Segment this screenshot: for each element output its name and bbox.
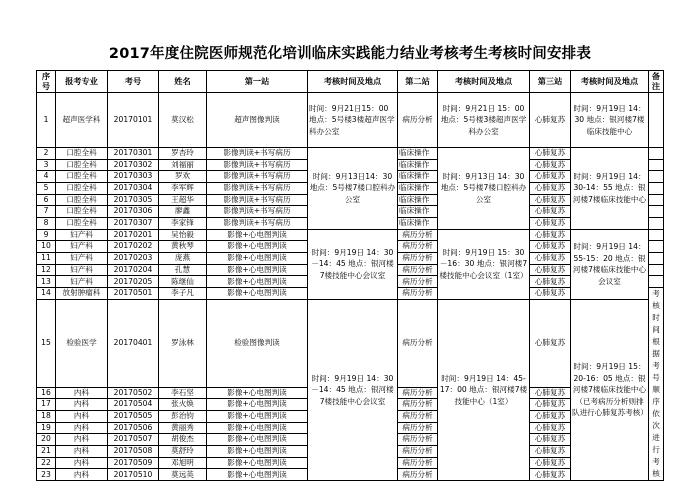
row-number: 19 bbox=[37, 422, 56, 434]
station3-cell: 心肺复苏 bbox=[530, 171, 571, 183]
station1-cell: 影像判读+书写病历 bbox=[207, 171, 308, 183]
major-cell: 妇产科 bbox=[56, 276, 108, 288]
row-number: 2 bbox=[37, 147, 56, 159]
header-cell: 第一站 bbox=[207, 71, 308, 93]
table-row bbox=[37, 92, 664, 147]
station2-cell: 病历分析 bbox=[398, 410, 438, 422]
station2-cell: 临床操作 bbox=[398, 194, 438, 206]
major-cell: 口腔全科 bbox=[56, 159, 108, 171]
header-row bbox=[37, 71, 664, 93]
row-number: 15 bbox=[37, 299, 56, 387]
note-cell bbox=[649, 253, 664, 265]
station3-cell: 心肺复苏 bbox=[530, 457, 571, 469]
exam-id-cell: 20170303 bbox=[108, 171, 159, 183]
name-cell: 廖鑫 bbox=[159, 206, 207, 218]
station2-cell: 病历分析 bbox=[398, 276, 438, 288]
major-cell: 内科 bbox=[56, 434, 108, 446]
header-cell: 序号 bbox=[37, 71, 56, 93]
station2-cell: 病历分析 bbox=[398, 288, 438, 300]
header-cell: 考号 bbox=[108, 71, 159, 93]
major-cell: 检验医学 bbox=[56, 299, 108, 387]
exam-id-cell: 20170508 bbox=[108, 446, 159, 458]
exam-id-cell: 20170510 bbox=[108, 469, 159, 481]
exam-id-cell: 20170501 bbox=[108, 288, 159, 300]
station3-cell: 心肺复苏 bbox=[530, 387, 571, 399]
station3-cell: 心肺复苏 bbox=[530, 399, 571, 411]
row-number: 22 bbox=[37, 457, 56, 469]
station1-time-cell: 时间：9月21日15：00 地点：5号楼3楼超声医学科办公室 bbox=[308, 92, 398, 147]
row-number: 3 bbox=[37, 159, 56, 171]
major-cell: 妇产科 bbox=[56, 264, 108, 276]
station3-cell: 心肺复苏 bbox=[530, 182, 571, 194]
station2-cell: 临床操作 bbox=[398, 159, 438, 171]
exam-id-cell: 20170302 bbox=[108, 159, 159, 171]
name-cell: 莫汉松 bbox=[159, 92, 207, 147]
major-cell: 口腔全科 bbox=[56, 182, 108, 194]
station1-cell: 影像判读+书写病历 bbox=[207, 182, 308, 194]
station2-cell: 病历分析 bbox=[398, 299, 438, 387]
name-cell: 孔慧 bbox=[159, 264, 207, 276]
header-cell: 考核时间及地点 bbox=[438, 71, 530, 93]
station1-cell: 影像+心电图判读 bbox=[207, 288, 308, 300]
station2-cell: 临床操作 bbox=[398, 182, 438, 194]
name-cell: 彭治钧 bbox=[159, 410, 207, 422]
exam-id-cell: 20170101 bbox=[108, 92, 159, 147]
station2-time-cell: 时间：9月13日 14：30 地点：5号楼7楼口腔科办公室 bbox=[438, 147, 530, 229]
row-number: 11 bbox=[37, 253, 56, 265]
name-cell: 胡俊杰 bbox=[159, 434, 207, 446]
station1-cell: 影像+心电图判读 bbox=[207, 469, 308, 481]
exam-id-cell: 20170204 bbox=[108, 264, 159, 276]
station2-cell: 病历分析 bbox=[398, 399, 438, 411]
name-cell: 邓旭明 bbox=[159, 457, 207, 469]
station3-cell: 心肺复苏 bbox=[530, 264, 571, 276]
note-cell bbox=[649, 159, 664, 171]
row-number: 18 bbox=[37, 410, 56, 422]
station3-cell: 心肺复苏 bbox=[530, 206, 571, 218]
station1-cell: 影像判读+书写病历 bbox=[207, 206, 308, 218]
name-cell: 刘福丽 bbox=[159, 159, 207, 171]
name-cell: 莫远英 bbox=[159, 469, 207, 481]
station3-cell: 心肺复苏 bbox=[530, 469, 571, 481]
exam-id-cell: 20170502 bbox=[108, 387, 159, 399]
station3-time-cell: 时间：9月19日 14：55-15：20 地点：银河楼7楼临床技能中心会议室 bbox=[571, 229, 649, 299]
station1-cell: 影像+心电图判读 bbox=[207, 399, 308, 411]
station2-time-cell: 时间：9月21日 15：00 地点：5号楼3楼超声医学科办公室 bbox=[438, 92, 530, 147]
station1-cell: 影像+心电图判读 bbox=[207, 264, 308, 276]
exam-id-cell: 20170203 bbox=[108, 253, 159, 265]
station2-cell: 病历分析 bbox=[398, 229, 438, 241]
station3-cell: 心肺复苏 bbox=[530, 92, 571, 147]
station1-time-cell: 时间：9月19日 14：30－14：45 地点：银河楼7楼技能中心会议室 bbox=[308, 229, 398, 299]
major-cell: 内科 bbox=[56, 469, 108, 481]
station3-cell: 心肺复苏 bbox=[530, 434, 571, 446]
station1-cell: 影像判读+书写病历 bbox=[207, 217, 308, 229]
station1-cell: 影像+心电图判读 bbox=[207, 434, 308, 446]
note-cell bbox=[649, 206, 664, 218]
station2-time-cell: 时间：9月19日 14：45-17：00 地点：银河楼7楼技能中心（1室） bbox=[438, 299, 530, 480]
row-number: 4 bbox=[37, 171, 56, 183]
note-cell bbox=[649, 264, 664, 276]
header-cell: 报考专业 bbox=[56, 71, 108, 93]
major-cell: 妇产科 bbox=[56, 241, 108, 253]
note-cell bbox=[649, 171, 664, 183]
station3-cell: 心肺复苏 bbox=[530, 217, 571, 229]
row-number: 10 bbox=[37, 241, 56, 253]
major-cell: 超声医学科 bbox=[56, 92, 108, 147]
station1-cell: 影像+心电图判读 bbox=[207, 422, 308, 434]
station1-cell: 影像判读+书写病历 bbox=[207, 194, 308, 206]
name-cell: 黄丽秀 bbox=[159, 422, 207, 434]
header-cell: 姓名 bbox=[159, 71, 207, 93]
station3-time-cell: 时间：9月19日 15：20-16：05 地点：银河楼7楼临床技能中心（已考病历分析则排队进行心肺复苏考核） bbox=[571, 299, 649, 480]
station1-time-cell: 时间：9月13日14：30 地点：5号楼7楼口腔科办公室 bbox=[308, 147, 398, 229]
name-cell: 吴怡毅 bbox=[159, 229, 207, 241]
note-cell bbox=[649, 182, 664, 194]
station2-cell: 病历分析 bbox=[398, 446, 438, 458]
note-cell bbox=[649, 147, 664, 159]
name-cell: 王超华 bbox=[159, 194, 207, 206]
page-title: 2017年度住院医师规范化培训临床实践能力结业考核考生考核时间安排表 bbox=[108, 46, 592, 62]
major-cell: 内科 bbox=[56, 410, 108, 422]
exam-id-cell: 20170301 bbox=[108, 147, 159, 159]
major-cell: 妇产科 bbox=[56, 253, 108, 265]
header-cell: 第三站 bbox=[530, 71, 571, 93]
exam-id-cell: 20170504 bbox=[108, 399, 159, 411]
row-number: 7 bbox=[37, 206, 56, 218]
row-number: 20 bbox=[37, 434, 56, 446]
row-number: 1 bbox=[37, 92, 56, 147]
row-number: 6 bbox=[37, 194, 56, 206]
major-cell: 妇产科 bbox=[56, 229, 108, 241]
name-cell: 罗杏玲 bbox=[159, 147, 207, 159]
note-cell bbox=[649, 217, 664, 229]
station2-cell: 病历分析 bbox=[398, 457, 438, 469]
exam-id-cell: 20170304 bbox=[108, 182, 159, 194]
station3-cell: 心肺复苏 bbox=[530, 229, 571, 241]
exam-id-cell: 20170306 bbox=[108, 206, 159, 218]
station1-cell: 影像+心电图判读 bbox=[207, 276, 308, 288]
row-number: 8 bbox=[37, 217, 56, 229]
row-number: 23 bbox=[37, 469, 56, 481]
station2-cell: 临床操作 bbox=[398, 147, 438, 159]
row-number: 12 bbox=[37, 264, 56, 276]
station3-cell: 心肺复苏 bbox=[530, 159, 571, 171]
station3-cell: 心肺复苏 bbox=[530, 147, 571, 159]
exam-id-cell: 20170201 bbox=[108, 229, 159, 241]
name-cell: 李家锋 bbox=[159, 217, 207, 229]
exam-id-cell: 20170205 bbox=[108, 276, 159, 288]
station2-cell: 病历分析 bbox=[398, 253, 438, 265]
station3-time-cell: 时间：9月19日 14：30 地点：银河楼7楼临床技能中心 bbox=[571, 92, 649, 147]
station2-cell: 临床操作 bbox=[398, 171, 438, 183]
station1-cell: 影像+心电图判读 bbox=[207, 229, 308, 241]
exam-id-cell: 20170305 bbox=[108, 194, 159, 206]
table-row bbox=[37, 229, 664, 241]
station3-cell: 心肺复苏 bbox=[530, 446, 571, 458]
major-cell: 放射肿瘤科 bbox=[56, 288, 108, 300]
station3-cell: 心肺复苏 bbox=[530, 194, 571, 206]
station2-cell: 病历分析 bbox=[398, 92, 438, 147]
exam-id-cell: 20170507 bbox=[108, 434, 159, 446]
exam-id-cell: 20170401 bbox=[108, 299, 159, 387]
note-cell: 考核时间根据考号顺序依次进行考核 bbox=[649, 288, 664, 481]
station2-cell: 病历分析 bbox=[398, 241, 438, 253]
major-cell: 口腔全科 bbox=[56, 171, 108, 183]
station2-cell: 病历分析 bbox=[398, 387, 438, 399]
header-cell: 考核时间及地点 bbox=[571, 71, 649, 93]
name-cell: 李石坚 bbox=[159, 387, 207, 399]
row-number: 14 bbox=[37, 288, 56, 300]
row-number: 21 bbox=[37, 446, 56, 458]
station2-cell: 病历分析 bbox=[398, 422, 438, 434]
row-number: 5 bbox=[37, 182, 56, 194]
table-row bbox=[37, 147, 664, 159]
name-cell: 李子凡 bbox=[159, 288, 207, 300]
row-number: 9 bbox=[37, 229, 56, 241]
station1-cell: 影像+心电图判读 bbox=[207, 241, 308, 253]
header-cell: 考核时间及地点 bbox=[308, 71, 398, 93]
exam-id-cell: 20170307 bbox=[108, 217, 159, 229]
note-cell bbox=[649, 229, 664, 241]
note-cell bbox=[649, 241, 664, 253]
name-cell: 李军辉 bbox=[159, 182, 207, 194]
note-cell bbox=[649, 92, 664, 147]
station1-time-cell: 时间：9月19日 14：30－14：45 地点：银河楼7楼技能中心会议室 bbox=[308, 299, 398, 480]
table-row bbox=[37, 299, 664, 387]
name-cell: 张火焕 bbox=[159, 399, 207, 411]
major-cell: 口腔全科 bbox=[56, 206, 108, 218]
row-number: 16 bbox=[37, 387, 56, 399]
exam-id-cell: 20170505 bbox=[108, 410, 159, 422]
major-cell: 内科 bbox=[56, 446, 108, 458]
major-cell: 内科 bbox=[56, 399, 108, 411]
row-number: 13 bbox=[37, 276, 56, 288]
station2-cell: 病历分析 bbox=[398, 434, 438, 446]
row-number: 17 bbox=[37, 399, 56, 411]
station3-cell: 心肺复苏 bbox=[530, 253, 571, 265]
station1-cell: 影像+心电图判读 bbox=[207, 387, 308, 399]
station1-cell: 检验图像判读 bbox=[207, 299, 308, 387]
station3-cell: 心肺复苏 bbox=[530, 276, 571, 288]
name-cell: 罗泳林 bbox=[159, 299, 207, 387]
exam-id-cell: 20170506 bbox=[108, 422, 159, 434]
station1-cell: 影像+心电图判读 bbox=[207, 446, 308, 458]
station1-cell: 影像+心电图判读 bbox=[207, 457, 308, 469]
name-cell: 庞燕 bbox=[159, 253, 207, 265]
station2-cell: 临床操作 bbox=[398, 206, 438, 218]
station3-cell: 心肺复苏 bbox=[530, 241, 571, 253]
major-cell: 口腔全科 bbox=[56, 217, 108, 229]
major-cell: 口腔全科 bbox=[56, 194, 108, 206]
name-cell: 黄秋琴 bbox=[159, 241, 207, 253]
name-cell: 罗欢 bbox=[159, 171, 207, 183]
station1-cell: 影像+心电图判读 bbox=[207, 253, 308, 265]
station2-cell: 病历分析 bbox=[398, 264, 438, 276]
note-cell bbox=[649, 194, 664, 206]
station1-cell: 影像+心电图判读 bbox=[207, 410, 308, 422]
station3-cell: 心肺复苏 bbox=[530, 288, 571, 300]
station2-cell: 病历分析 bbox=[398, 469, 438, 481]
exam-id-cell: 20170202 bbox=[108, 241, 159, 253]
station3-cell: 心肺复苏 bbox=[530, 410, 571, 422]
station2-time-cell: 时间：9月19日 15：30－16：30 地点：银河楼7楼技能中心会议室（1室） bbox=[438, 229, 530, 299]
station3-cell: 心肺复苏 bbox=[530, 422, 571, 434]
exam-id-cell: 20170509 bbox=[108, 457, 159, 469]
station3-cell: 心肺复苏 bbox=[530, 299, 571, 387]
major-cell: 内科 bbox=[56, 387, 108, 399]
major-cell: 内科 bbox=[56, 422, 108, 434]
station1-cell: 影像判读+书写病历 bbox=[207, 147, 308, 159]
station1-cell: 影像判读+书写病历 bbox=[207, 159, 308, 171]
name-cell: 陈继仙 bbox=[159, 276, 207, 288]
major-cell: 内科 bbox=[56, 457, 108, 469]
name-cell: 莫舒玲 bbox=[159, 446, 207, 458]
note-cell bbox=[649, 276, 664, 288]
station2-cell: 临床操作 bbox=[398, 217, 438, 229]
major-cell: 口腔全科 bbox=[56, 147, 108, 159]
schedule-table bbox=[36, 70, 664, 481]
station1-cell: 超声图像判读 bbox=[207, 92, 308, 147]
header-cell: 第二站 bbox=[398, 71, 438, 93]
header-cell: 备注 bbox=[649, 71, 664, 93]
station3-time-cell: 时间：9月19日 14：30-14：55 地点：银河楼7楼临床技能中心 bbox=[571, 147, 649, 229]
